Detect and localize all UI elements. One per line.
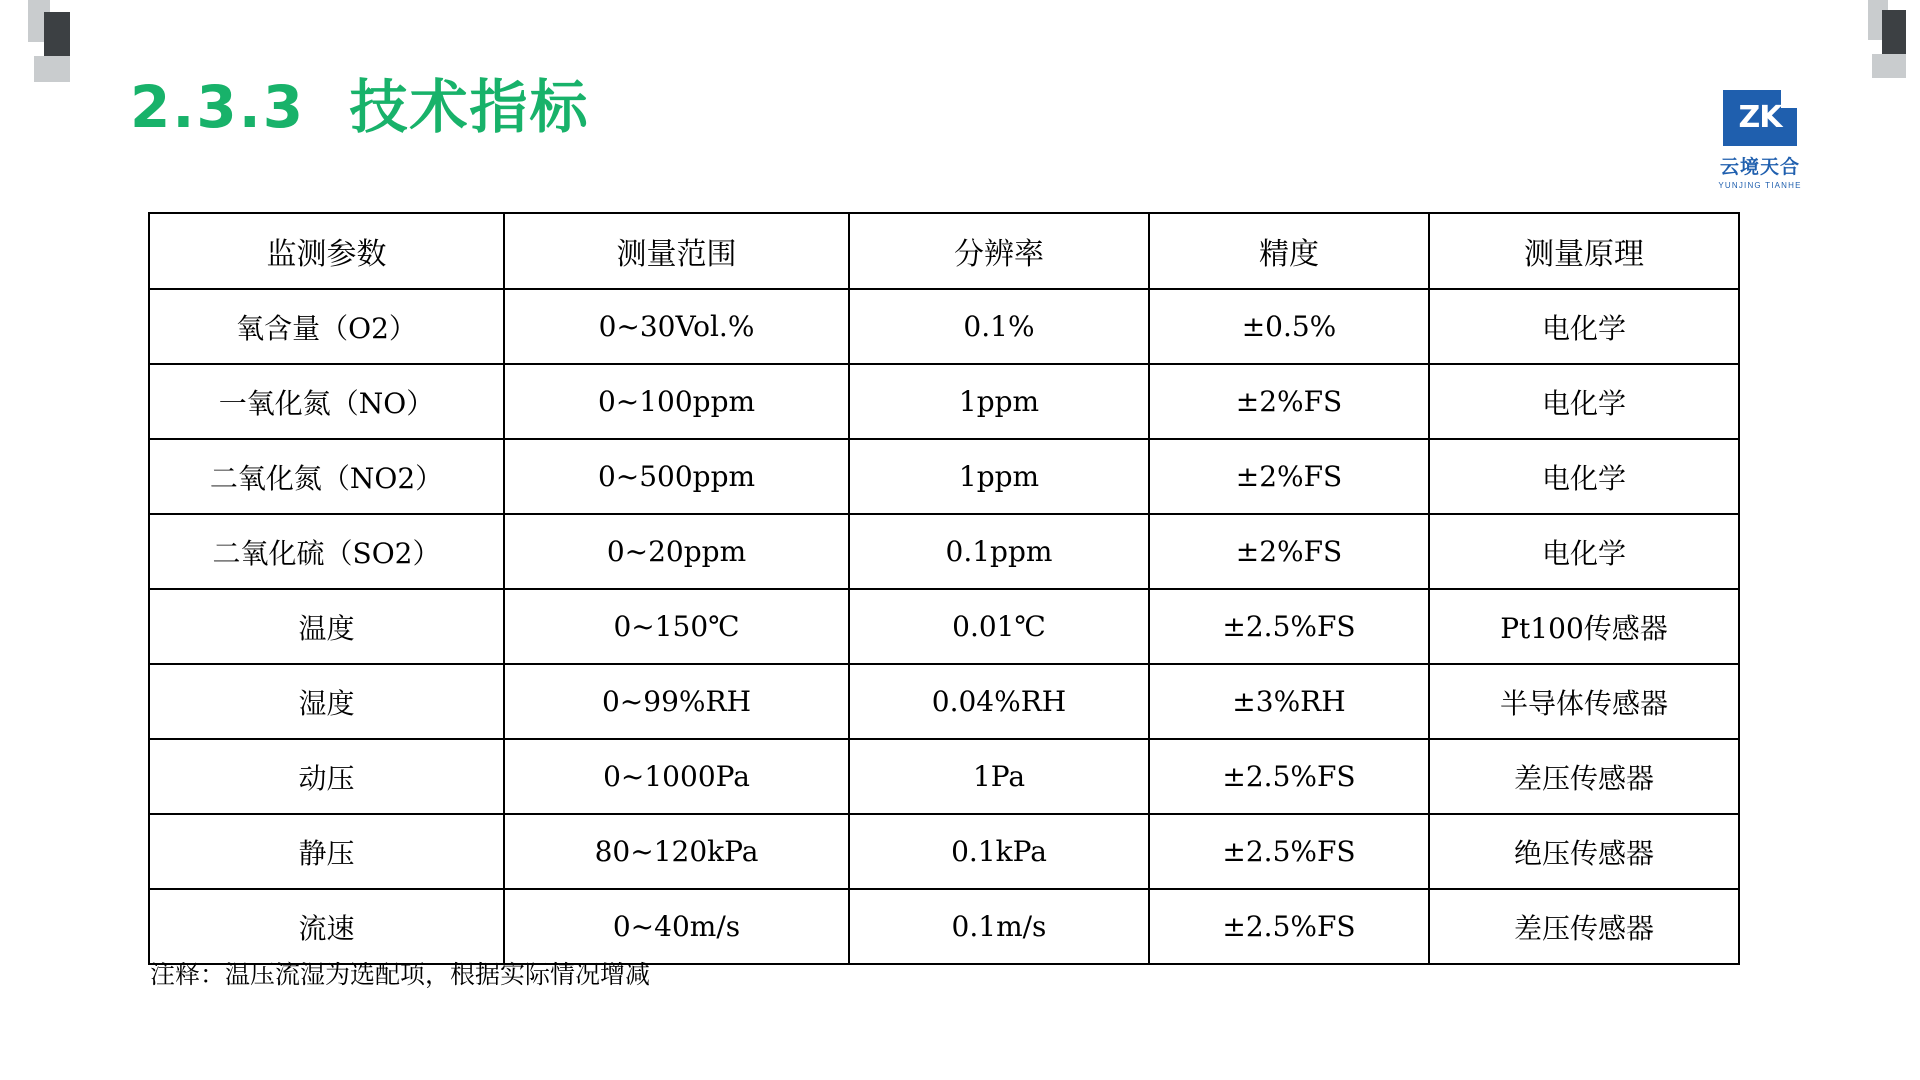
- table-row: [149, 514, 1739, 589]
- table-body: [149, 289, 1739, 964]
- table-cell: 80~120kPa: [504, 814, 849, 889]
- table-cell: 氧含量（O2）: [149, 289, 504, 364]
- table-row: [149, 889, 1739, 964]
- table-cell: 动压: [149, 739, 504, 814]
- table-row: [149, 364, 1739, 439]
- logo-mark: ZK: [1723, 90, 1797, 146]
- table-cell: ±2.5%FS: [1149, 739, 1429, 814]
- table-row: [149, 289, 1739, 364]
- table-header-cell: 精度: [1149, 213, 1429, 289]
- table-cell: ±2.5%FS: [1149, 589, 1429, 664]
- table-cell: 一氧化氮（NO）: [149, 364, 504, 439]
- table-cell: 0~150℃: [504, 589, 849, 664]
- table-row: [149, 814, 1739, 889]
- table-cell: 绝压传感器: [1429, 814, 1739, 889]
- table-cell: ±0.5%: [1149, 289, 1429, 364]
- table-cell: 二氧化氮（NO2）: [149, 439, 504, 514]
- table-cell: 静压: [149, 814, 504, 889]
- table-cell: 0~99%RH: [504, 664, 849, 739]
- deco-block: [34, 56, 70, 82]
- table-cell: 0~30Vol.%: [504, 289, 849, 364]
- table-header-row: [149, 213, 1739, 289]
- table-cell: 0~40m/s: [504, 889, 849, 964]
- table-cell: 电化学: [1429, 439, 1739, 514]
- table-cell: ±2%FS: [1149, 364, 1429, 439]
- table-cell: ±2.5%FS: [1149, 889, 1429, 964]
- table-cell: 湿度: [149, 664, 504, 739]
- table-cell: 0~100ppm: [504, 364, 849, 439]
- table-cell: 差压传感器: [1429, 739, 1739, 814]
- table-header-cell: 分辨率: [849, 213, 1149, 289]
- table-cell: Pt100传感器: [1429, 589, 1739, 664]
- table-cell: 电化学: [1429, 289, 1739, 364]
- table-cell: 差压传感器: [1429, 889, 1739, 964]
- table-cell: 0.01℃: [849, 589, 1149, 664]
- table-cell: 温度: [149, 589, 504, 664]
- table-cell: 电化学: [1429, 514, 1739, 589]
- table-row: [149, 589, 1739, 664]
- table-cell: 1Pa: [849, 739, 1149, 814]
- page-title: 2.3.3 技术指标: [130, 73, 590, 141]
- table-header-cell: 测量原理: [1429, 213, 1739, 289]
- table-cell: 0~20ppm: [504, 514, 849, 589]
- table-header-cell: 测量范围: [504, 213, 849, 289]
- table-cell: 流速: [149, 889, 504, 964]
- logo-name-en: YUNJING TIANHE: [1718, 181, 1802, 190]
- table-cell: ±3%RH: [1149, 664, 1429, 739]
- specifications-table: [148, 212, 1740, 965]
- table-header: [149, 213, 1739, 289]
- table-cell: 0.1kPa: [849, 814, 1149, 889]
- table-cell: 电化学: [1429, 364, 1739, 439]
- table-cell: ±2%FS: [1149, 439, 1429, 514]
- table-cell: 半导体传感器: [1429, 664, 1739, 739]
- table-cell: 0~500ppm: [504, 439, 849, 514]
- table-footnote: 注释：温压流湿为选配项，根据实际情况增减: [150, 960, 651, 989]
- table-cell: 1ppm: [849, 439, 1149, 514]
- company-logo: [1705, 90, 1815, 190]
- table-cell: 0.1m/s: [849, 889, 1149, 964]
- specifications-table-wrapper: [148, 212, 1738, 965]
- table-header-cell: 监测参数: [149, 213, 504, 289]
- logo-name-cn: 云境天合: [1719, 156, 1800, 178]
- table-row: [149, 439, 1739, 514]
- table-cell: 0.1%: [849, 289, 1149, 364]
- table-row: [149, 664, 1739, 739]
- table-row: [149, 739, 1739, 814]
- table-cell: ±2.5%FS: [1149, 814, 1429, 889]
- table-cell: 1ppm: [849, 364, 1149, 439]
- table-cell: 0~1000Pa: [504, 739, 849, 814]
- table-cell: ±2%FS: [1149, 514, 1429, 589]
- table-cell: 0.04%RH: [849, 664, 1149, 739]
- table-cell: 0.1ppm: [849, 514, 1149, 589]
- table-cell: 二氧化硫（SO2）: [149, 514, 504, 589]
- deco-block: [1872, 54, 1906, 78]
